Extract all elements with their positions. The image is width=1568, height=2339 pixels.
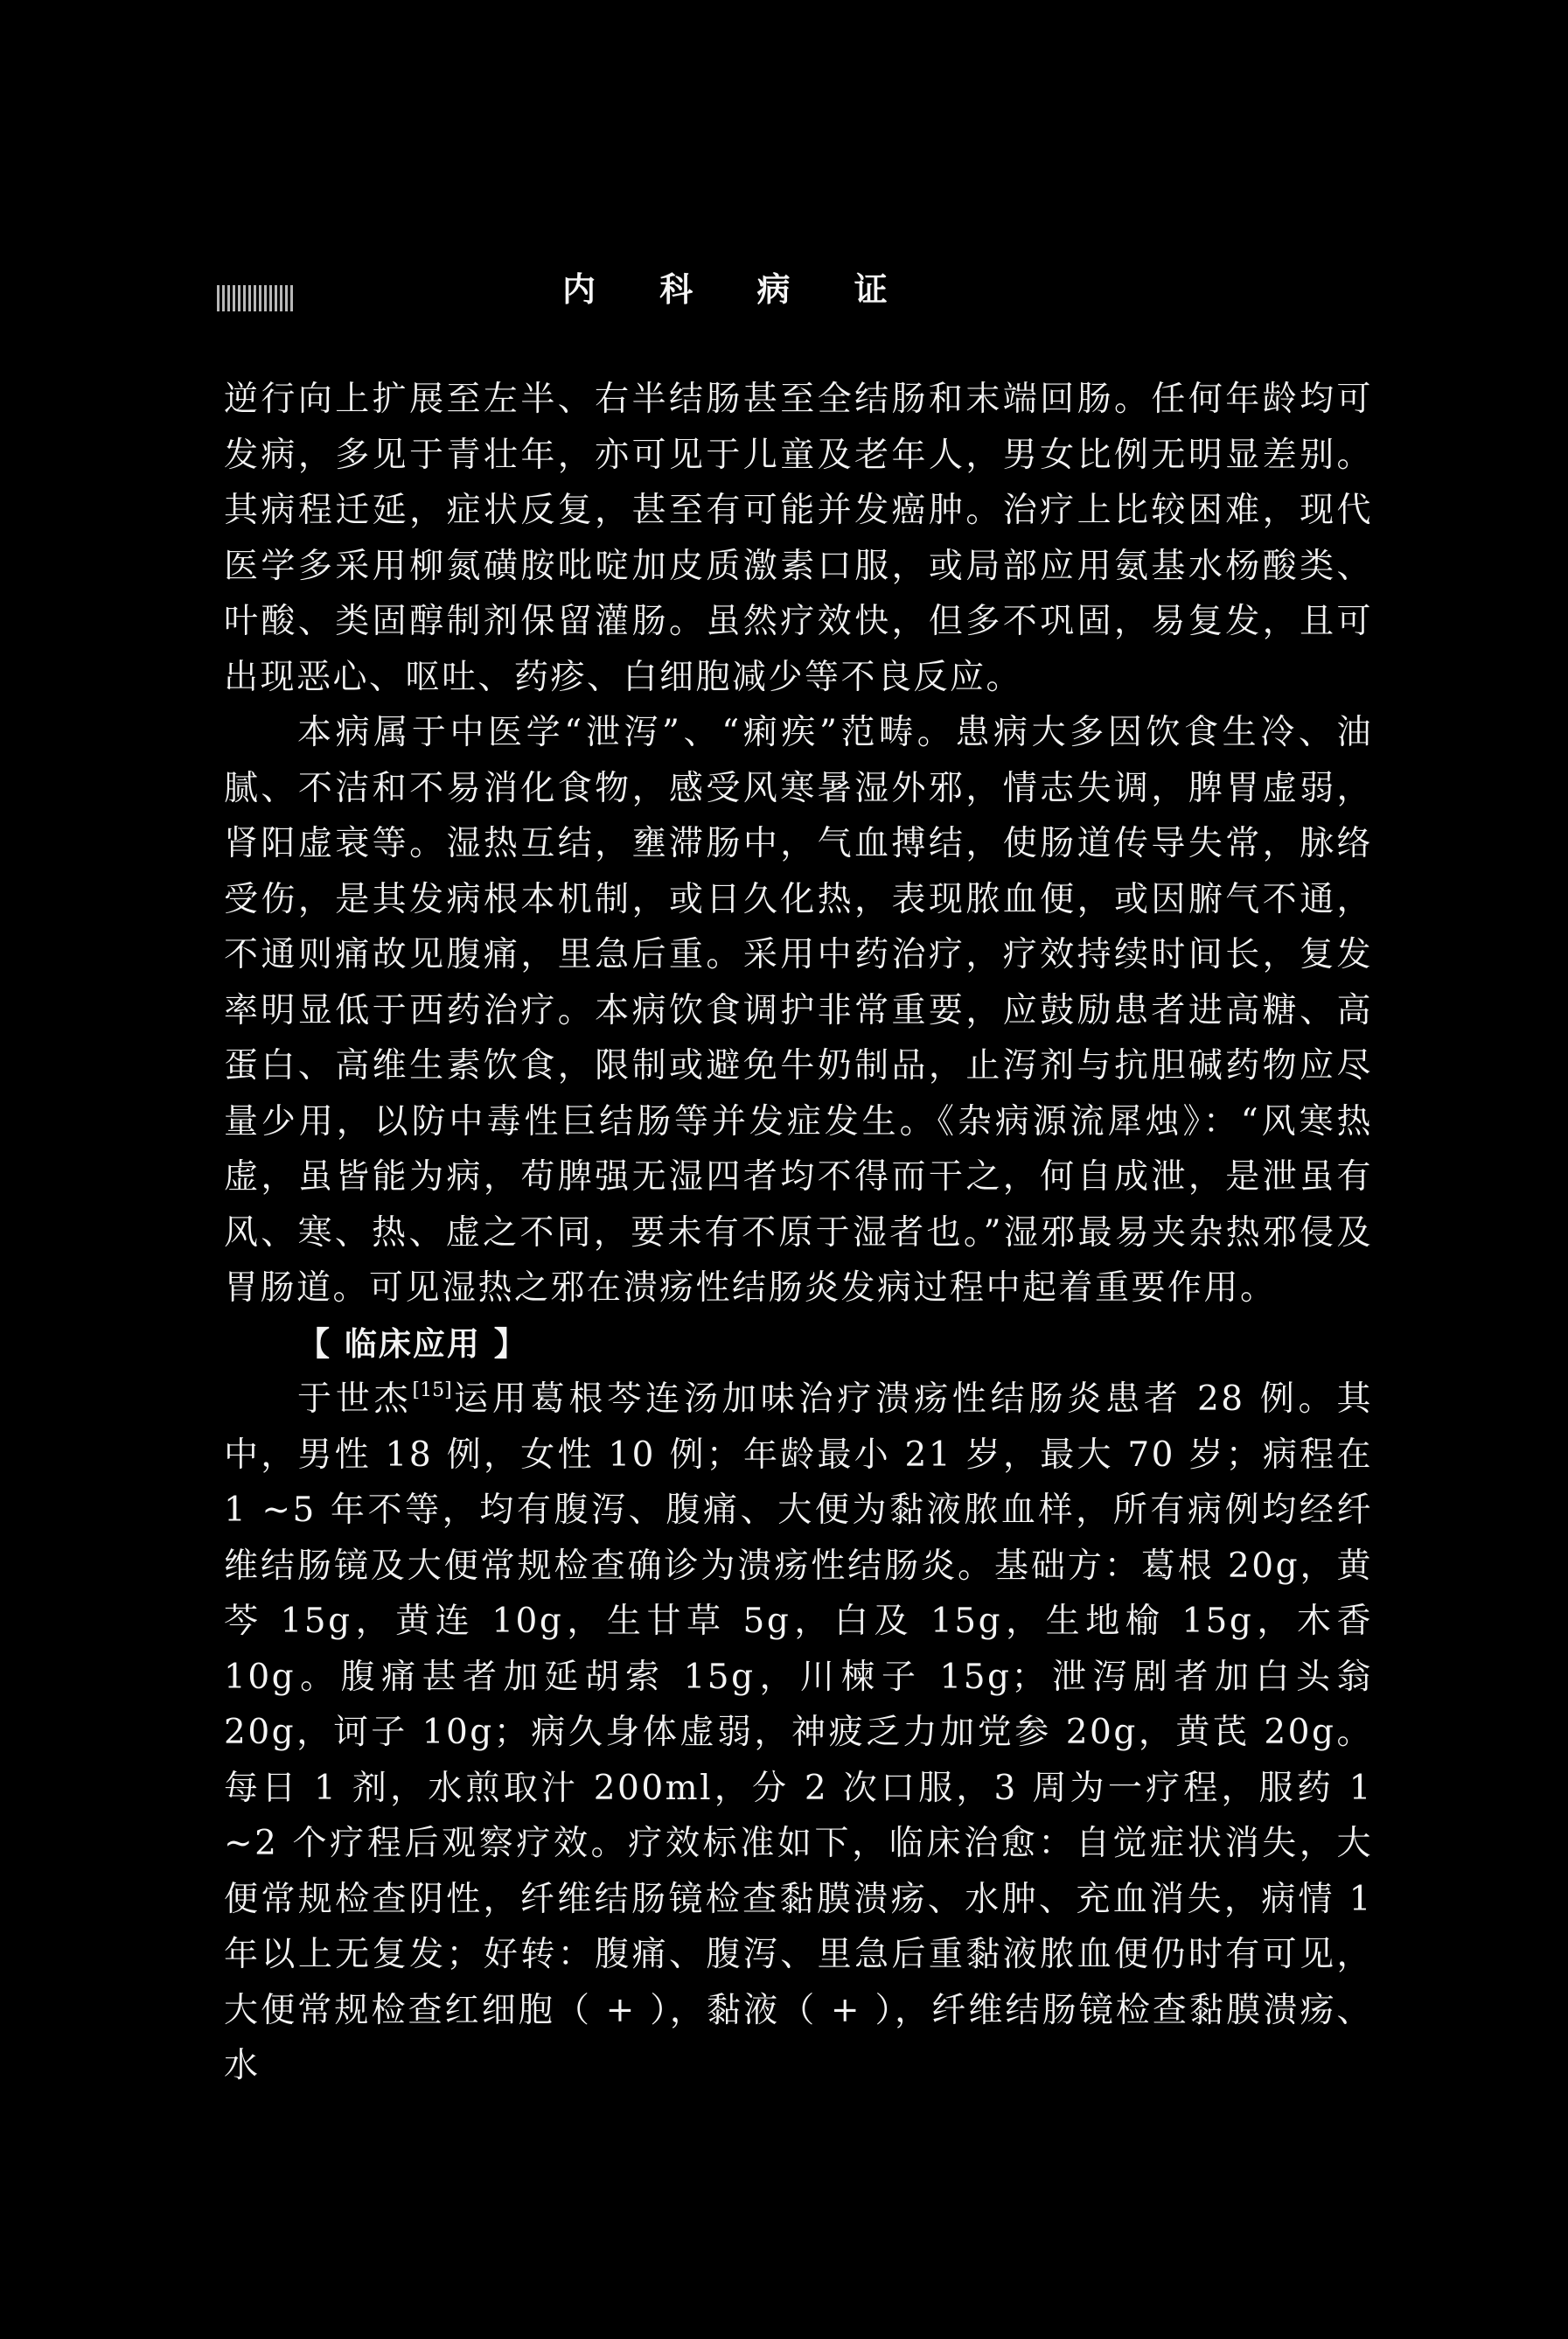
- section-heading: 【 临床应用 】: [297, 1324, 528, 1363]
- paragraph-2: 本病属于中医学“泄泻”、“痢疾”范畴。患病大多因饮食生冷、油腻、不洁和不易消化食物，感受风寒暑湿外邪，情志失调，脾胃虚弱，肾阳虚衰等。湿热互结，壅滞肠中，气血搏结，使肠道传导失常，脉络受伤，是其发病根本机制，或日久化热，表现脓血便，或因腑气不通，不通则痛故见腹痛，里急后重。采用中药治疗，疗效持续时间长，复发率明显低于西药治疗。本病饮食调护非常重要，应鼓励患者进高糖、高蛋白、高维生素饮食，限制或避免牛奶制品，止泻剂与抗胆碱药物应尽量少用，以防中毒性巨结肠等并发症发生。《杂病源流犀烛》：“风寒热虚，虽皆能为病，苟脾强无湿四者均不得而干之，何自成泄，是泄虽有风、寒、热、虚之不同，要未有不原于湿者也。”湿邪最易夹杂热邪侵及胃肠道。可见湿热之邪在溃疡性结肠炎发病过程中起着重要作用。: [224, 713, 1373, 1308]
- reference-marker: [15]: [412, 1379, 452, 1401]
- page-header: [217, 262, 1371, 315]
- paragraph-1: 逆行向上扩展至左半、右半结肠甚至全结肠和末端回肠。任何年龄均可发病，多见于青壮年，亦可见于儿童及老年人，男女比例无明显差别。其病程迁延，症状反复，甚至有可能并发癌肿。治疗上比较困难，现代医学多采用柳氮磺胺吡啶加皮质激素口服，或局部应用氨基水杨酸类、叶酸、类固醇制剂保留灌肠。虽然疗效快，但多不巩固，易复发，且可出现恶心、呕吐、药疹、白细胞减少等不良反应。: [224, 380, 1373, 697]
- paragraph-3-body: 运用葛根芩连汤加味治疗溃疡性结肠炎患者 28 例。其中，男性 18 例，女性 10 例；年龄最小 21 岁，最大 70 岁；病程在 1 ~5 年不等，均有腹泻、腹痛、大便为黏液脓血样，所有病例均经纤维结肠镜及大便常规检查确诊为溃疡性结肠炎。基础方：葛根 20g，黄芩 15g，黄连 10g，生甘草 5g，白及 15g，生地榆 15g，木香 10g。腹痛甚者加延胡索 15g，川楝子 15g；泄泻剧者加白头翁 20g，诃子 10g；病久身体虚弱，神疲乏力加党参 20g，黄芪 20g。每日 1 剂，水煎取汁 200ml，分 2 次口服，3 周为一疗程，服药 1 ~2 个疗程后观察疗效。疗效标准如下，临床治愈：自觉症状消失，大便常规检查阴性，纤维结肠镜检查黏膜溃疡、水肿、充血消失，病情 1 年以上无复发；好转：腹痛、腹泻、里急后重黏液脓血便仍时有可见，大便常规检查红细胞（ + ），黏液（ + ），纤维结肠镜检查黏膜溃疡、水: [224, 1379, 1373, 2085]
- body-text: [224, 372, 1373, 2094]
- author-name: 于世杰: [297, 1379, 413, 1419]
- paragraph-3: [224, 1372, 1373, 2094]
- running-title: 内 科 病 证: [562, 270, 914, 309]
- header-ornament: [217, 285, 294, 311]
